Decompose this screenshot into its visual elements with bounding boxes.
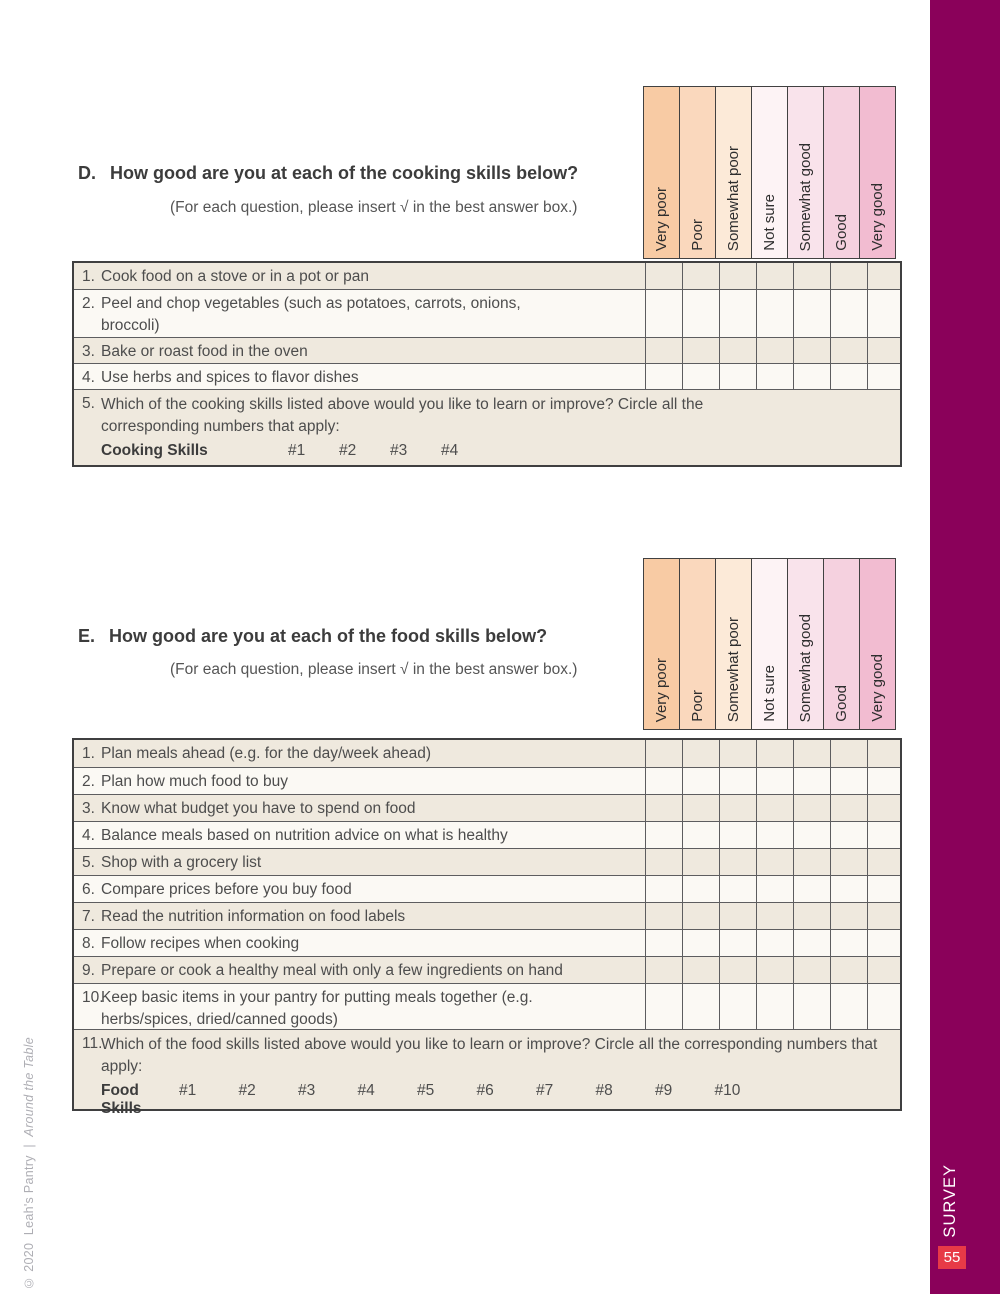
answer-cell[interactable] bbox=[682, 876, 719, 902]
answer-cell[interactable] bbox=[682, 338, 719, 363]
question-cell bbox=[74, 984, 645, 1029]
answer-cell[interactable] bbox=[756, 338, 793, 363]
circle-option[interactable]: #2 bbox=[238, 1081, 256, 1099]
page-number-badge: 55 bbox=[938, 1246, 966, 1269]
survey-sidebar-label: SURVEY bbox=[941, 1164, 959, 1238]
question-cell bbox=[74, 740, 645, 767]
table-row bbox=[74, 821, 900, 848]
question-cell bbox=[74, 263, 645, 289]
answer-cell[interactable] bbox=[793, 290, 830, 337]
answer-cell[interactable] bbox=[756, 876, 793, 902]
rating-column-label: Good bbox=[833, 685, 850, 722]
rating-column-label: Very poor bbox=[653, 657, 670, 722]
answer-cell[interactable] bbox=[645, 876, 682, 902]
rating-column-not-sure bbox=[751, 558, 788, 730]
question-cell bbox=[74, 338, 645, 363]
question-text: Plan how much food to buy bbox=[101, 773, 288, 790]
question-cell bbox=[74, 364, 645, 389]
answer-cell[interactable] bbox=[645, 849, 682, 875]
rating-column-label: Good bbox=[833, 214, 850, 251]
question-number: 5. bbox=[82, 395, 95, 412]
answer-cell[interactable] bbox=[756, 849, 793, 875]
answer-cell[interactable] bbox=[867, 768, 904, 794]
answer-cell[interactable] bbox=[756, 740, 793, 767]
answer-cell[interactable] bbox=[830, 876, 867, 902]
circle-option[interactable]: #6 bbox=[476, 1081, 494, 1099]
answer-cell[interactable] bbox=[719, 930, 756, 956]
circle-options-row bbox=[101, 442, 791, 460]
answer-cell[interactable] bbox=[830, 338, 867, 363]
answer-cell[interactable] bbox=[682, 930, 719, 956]
circle-option[interactable]: #3 bbox=[298, 1081, 316, 1099]
table-row bbox=[74, 263, 900, 289]
answer-cell[interactable] bbox=[793, 903, 830, 929]
answer-cell[interactable] bbox=[645, 263, 682, 289]
rating-column-not-sure bbox=[751, 86, 788, 259]
food-skills-table bbox=[72, 738, 902, 1117]
answer-cell[interactable] bbox=[719, 768, 756, 794]
answer-cell[interactable] bbox=[719, 822, 756, 848]
circle-option[interactable]: #7 bbox=[536, 1081, 554, 1099]
question-cell bbox=[74, 768, 645, 794]
section-e-subtitle: (For each question, please insert √ in the best answer box.) bbox=[170, 661, 578, 678]
question-text: Bake or roast food in the oven bbox=[101, 343, 308, 360]
table-row bbox=[74, 848, 900, 875]
rating-header-cooking bbox=[643, 86, 896, 259]
answer-cell[interactable] bbox=[756, 364, 793, 389]
answer-cell[interactable] bbox=[719, 957, 756, 983]
answer-cell[interactable] bbox=[719, 849, 756, 875]
rating-column-somewhat-good bbox=[787, 86, 824, 259]
question-number: 3. bbox=[82, 343, 95, 360]
answer-cell[interactable] bbox=[645, 930, 682, 956]
answer-cell[interactable] bbox=[645, 740, 682, 767]
section-d-heading bbox=[78, 163, 578, 184]
answer-cell[interactable] bbox=[645, 364, 682, 389]
rating-column-very-good bbox=[859, 86, 896, 259]
table-row bbox=[74, 956, 900, 983]
answer-cell[interactable] bbox=[867, 338, 904, 363]
circle-option[interactable]: #8 bbox=[595, 1081, 613, 1099]
question-number: 6. bbox=[82, 881, 95, 898]
answer-cell[interactable] bbox=[793, 957, 830, 983]
rating-column-good bbox=[823, 558, 860, 730]
rating-column-somewhat-good bbox=[787, 558, 824, 730]
answer-cell[interactable] bbox=[867, 263, 904, 289]
answer-cell[interactable] bbox=[682, 957, 719, 983]
answer-cell[interactable] bbox=[645, 768, 682, 794]
rating-column-label: Somewhat poor bbox=[725, 616, 742, 722]
answer-cells bbox=[645, 740, 904, 767]
answer-cell[interactable] bbox=[830, 740, 867, 767]
answer-cell[interactable] bbox=[682, 903, 719, 929]
question-cell bbox=[74, 390, 900, 465]
book-title: Around the Table bbox=[22, 1037, 36, 1137]
answer-cell[interactable] bbox=[867, 364, 904, 389]
circle-option[interactable]: #10 bbox=[714, 1081, 741, 1099]
answer-cell[interactable] bbox=[756, 984, 793, 1029]
answer-cell[interactable] bbox=[682, 984, 719, 1029]
answer-cell[interactable] bbox=[793, 984, 830, 1029]
rating-column-very-good bbox=[859, 558, 896, 730]
section-d-title: How good are you at each of the cooking skills below? bbox=[110, 163, 579, 183]
rating-column-label: Somewhat poor bbox=[725, 145, 742, 251]
answer-cell[interactable] bbox=[756, 822, 793, 848]
answer-cell[interactable] bbox=[793, 768, 830, 794]
answer-cells bbox=[645, 930, 904, 956]
rating-column-somewhat-poor bbox=[715, 86, 752, 259]
table-row bbox=[74, 767, 900, 794]
rating-column-label: Very good bbox=[869, 183, 886, 251]
answer-cell[interactable] bbox=[867, 930, 904, 956]
answer-cell[interactable] bbox=[830, 957, 867, 983]
question-text: Shop with a grocery list bbox=[101, 854, 262, 871]
answer-cell[interactable] bbox=[830, 795, 867, 821]
question-cell bbox=[74, 903, 645, 929]
question-text: Use herbs and spices to flavor dishes bbox=[101, 369, 359, 386]
rating-column-poor bbox=[679, 86, 716, 259]
skills-group-label: Food Skills bbox=[101, 1081, 142, 1117]
answer-cells bbox=[645, 849, 904, 875]
circle-option[interactable]: #3 bbox=[390, 441, 408, 459]
question-text: Prepare or cook a healthy meal with only a few ingredients on hand bbox=[101, 962, 563, 979]
answer-cell[interactable] bbox=[719, 984, 756, 1029]
question-text: Follow recipes when cooking bbox=[101, 935, 300, 952]
question-text: Compare prices before you buy food bbox=[101, 881, 352, 898]
rating-column-label: Not sure bbox=[761, 194, 778, 251]
circle-option[interactable]: #1 bbox=[288, 441, 306, 459]
answer-cell[interactable] bbox=[830, 364, 867, 389]
answer-cell[interactable] bbox=[645, 984, 682, 1029]
question-text: Know what budget you have to spend on food bbox=[101, 800, 416, 817]
answer-cell[interactable] bbox=[867, 740, 904, 767]
answer-cells bbox=[645, 263, 904, 289]
rating-column-label: Somewhat good bbox=[797, 613, 814, 722]
table-row bbox=[74, 337, 900, 363]
answer-cell[interactable] bbox=[682, 768, 719, 794]
copyright-footer bbox=[22, 1037, 36, 1290]
answer-cells bbox=[645, 768, 904, 794]
answer-cell[interactable] bbox=[682, 822, 719, 848]
section-e-heading bbox=[78, 626, 547, 647]
answer-cell[interactable] bbox=[756, 795, 793, 821]
answer-cell[interactable] bbox=[867, 876, 904, 902]
question-number: 2. bbox=[82, 773, 95, 790]
rating-header-food bbox=[643, 558, 896, 730]
question-text: Keep basic items in your pantry for putting meals together (e.g. herbs/spices, dried/canned goods) bbox=[101, 989, 533, 1029]
answer-cell[interactable] bbox=[719, 903, 756, 929]
question-text: Which of the cooking skills listed above would you like to learn or improve? Circle all the corresponding numbers that apply: bbox=[101, 396, 704, 436]
answer-cell[interactable] bbox=[682, 849, 719, 875]
question-number: 3. bbox=[82, 800, 95, 817]
table-row bbox=[74, 363, 900, 389]
copyright-text: © 2020 Leah's Pantry bbox=[22, 1155, 36, 1290]
answer-cell[interactable] bbox=[830, 263, 867, 289]
answer-cell[interactable] bbox=[830, 930, 867, 956]
answer-cell[interactable] bbox=[719, 740, 756, 767]
circle-option[interactable]: #4 bbox=[441, 441, 459, 459]
section-d-subtitle: (For each question, please insert √ in the best answer box.) bbox=[170, 199, 578, 216]
answer-cell[interactable] bbox=[756, 768, 793, 794]
answer-cell[interactable] bbox=[867, 849, 904, 875]
answer-cell[interactable] bbox=[719, 876, 756, 902]
answer-cells bbox=[645, 338, 904, 363]
rating-column-label: Somewhat good bbox=[797, 142, 814, 251]
question-number: 4. bbox=[82, 369, 95, 386]
answer-cell[interactable] bbox=[793, 849, 830, 875]
section-d-letter: D. bbox=[78, 163, 96, 183]
question-text: Which of the food skills listed above would you like to learn or improve? Circle all the corresponding numbers that apply: bbox=[101, 1036, 878, 1076]
answer-cell[interactable] bbox=[793, 338, 830, 363]
skills-group-label: Cooking Skills bbox=[101, 441, 208, 459]
answer-cell[interactable] bbox=[719, 364, 756, 389]
question-text: Cook food on a stove or in a pot or pan bbox=[101, 268, 369, 285]
table-row bbox=[74, 740, 900, 767]
table-row bbox=[74, 929, 900, 956]
question-text: Read the nutrition information on food labels bbox=[101, 908, 406, 925]
answer-cell[interactable] bbox=[682, 795, 719, 821]
answer-cell[interactable] bbox=[756, 903, 793, 929]
circle-option[interactable]: #2 bbox=[339, 441, 357, 459]
answer-cell[interactable] bbox=[719, 795, 756, 821]
rating-column-poor bbox=[679, 558, 716, 730]
answer-cell[interactable] bbox=[867, 822, 904, 848]
answer-cells bbox=[645, 957, 904, 983]
answer-cell[interactable] bbox=[645, 290, 682, 337]
question-cell bbox=[74, 290, 645, 337]
table-row-improve-question bbox=[74, 389, 900, 465]
question-number: 9. bbox=[82, 962, 95, 979]
answer-cell[interactable] bbox=[682, 290, 719, 337]
answer-cells bbox=[645, 364, 904, 389]
rating-column-somewhat-poor bbox=[715, 558, 752, 730]
rating-column-label: Very good bbox=[869, 654, 886, 722]
rating-column-label: Not sure bbox=[761, 665, 778, 722]
table-row-improve-question bbox=[74, 1029, 900, 1117]
rating-column-label: Poor bbox=[689, 690, 706, 722]
question-number: 4. bbox=[82, 827, 95, 844]
question-number: 11. bbox=[82, 1035, 103, 1052]
question-cell bbox=[74, 795, 645, 821]
answer-cell[interactable] bbox=[756, 290, 793, 337]
answer-cell[interactable] bbox=[830, 290, 867, 337]
answer-cell[interactable] bbox=[793, 876, 830, 902]
circle-option[interactable]: #1 bbox=[179, 1081, 197, 1099]
table-row bbox=[74, 902, 900, 929]
answer-cell[interactable] bbox=[867, 957, 904, 983]
answer-cell[interactable] bbox=[867, 903, 904, 929]
answer-cell[interactable] bbox=[830, 849, 867, 875]
question-text: Balance meals based on nutrition advice on what is healthy bbox=[101, 827, 508, 844]
question-number: 5. bbox=[82, 854, 95, 871]
answer-cell[interactable] bbox=[682, 263, 719, 289]
answer-cell[interactable] bbox=[867, 290, 904, 337]
answer-cell[interactable] bbox=[719, 338, 756, 363]
section-e-letter: E. bbox=[78, 626, 96, 646]
answer-cell[interactable] bbox=[830, 903, 867, 929]
survey-sidebar bbox=[930, 0, 1000, 1294]
answer-cell[interactable] bbox=[793, 930, 830, 956]
answer-cell[interactable] bbox=[830, 822, 867, 848]
section-e-title: How good are you at each of the food skills below? bbox=[109, 626, 548, 646]
question-cell bbox=[74, 1030, 900, 1117]
circle-option[interactable]: #9 bbox=[655, 1081, 673, 1099]
answer-cell[interactable] bbox=[867, 984, 904, 1029]
question-number: 7. bbox=[82, 908, 95, 925]
question-number: 10. bbox=[82, 989, 104, 1006]
rating-column-good bbox=[823, 86, 860, 259]
answer-cell[interactable] bbox=[793, 263, 830, 289]
rating-column-very-poor bbox=[643, 86, 680, 259]
table-row bbox=[74, 875, 900, 902]
answer-cells bbox=[645, 876, 904, 902]
answer-cell[interactable] bbox=[830, 984, 867, 1029]
answer-cell[interactable] bbox=[682, 364, 719, 389]
answer-cell[interactable] bbox=[830, 768, 867, 794]
question-number: 8. bbox=[82, 935, 95, 952]
circle-option[interactable]: #4 bbox=[357, 1081, 375, 1099]
answer-cell[interactable] bbox=[793, 740, 830, 767]
table-row bbox=[74, 289, 900, 337]
answer-cell[interactable] bbox=[645, 957, 682, 983]
question-number: 2. bbox=[82, 295, 95, 312]
question-text: Peel and chop vegetables (such as potatoes, carrots, onions, broccoli) bbox=[101, 295, 521, 335]
question-text: Plan meals ahead (e.g. for the day/week ahead) bbox=[101, 745, 432, 762]
table-row bbox=[74, 794, 900, 821]
question-number: 1. bbox=[82, 745, 95, 762]
rating-column-very-poor bbox=[643, 558, 680, 730]
question-cell bbox=[74, 957, 645, 983]
answer-cells bbox=[645, 903, 904, 929]
answer-cell[interactable] bbox=[645, 822, 682, 848]
question-cell bbox=[74, 822, 645, 848]
footer-separator: | bbox=[22, 1136, 36, 1156]
answer-cell[interactable] bbox=[719, 263, 756, 289]
answer-cells bbox=[645, 795, 904, 821]
answer-cell[interactable] bbox=[793, 364, 830, 389]
answer-cell[interactable] bbox=[756, 957, 793, 983]
rating-column-label: Poor bbox=[689, 219, 706, 251]
question-cell bbox=[74, 930, 645, 956]
answer-cell[interactable] bbox=[756, 930, 793, 956]
question-cell bbox=[74, 876, 645, 902]
answer-cell[interactable] bbox=[645, 903, 682, 929]
cooking-skills-table bbox=[72, 261, 902, 467]
answer-cell[interactable] bbox=[682, 740, 719, 767]
table-row bbox=[74, 983, 900, 1029]
answer-cells bbox=[645, 290, 904, 337]
rating-column-label: Very poor bbox=[653, 186, 670, 251]
answer-cell[interactable] bbox=[793, 822, 830, 848]
answer-cell[interactable] bbox=[867, 795, 904, 821]
answer-cell[interactable] bbox=[756, 263, 793, 289]
answer-cell[interactable] bbox=[793, 795, 830, 821]
question-number: 1. bbox=[82, 268, 95, 285]
answer-cell[interactable] bbox=[645, 338, 682, 363]
answer-cells bbox=[645, 822, 904, 848]
circle-option[interactable]: #5 bbox=[417, 1081, 435, 1099]
question-cell bbox=[74, 849, 645, 875]
answer-cell[interactable] bbox=[719, 290, 756, 337]
circle-options-row bbox=[101, 1082, 900, 1118]
answer-cells bbox=[645, 984, 904, 1029]
answer-cell[interactable] bbox=[645, 795, 682, 821]
